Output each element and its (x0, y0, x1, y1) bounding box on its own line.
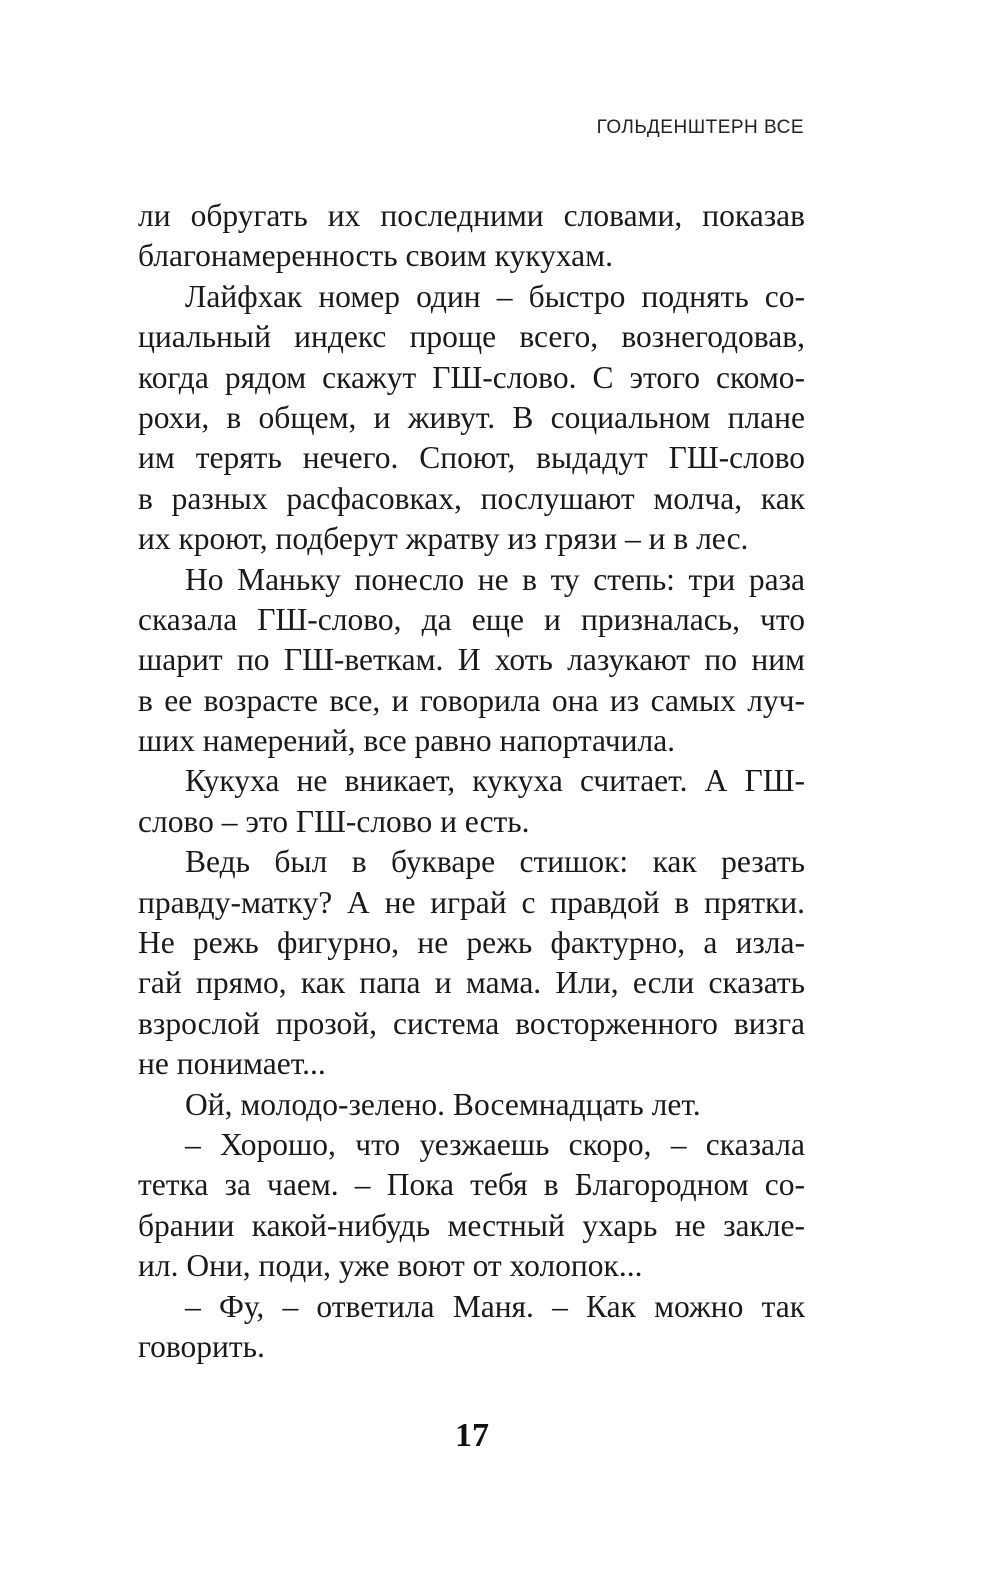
text-line: Ой, молодо-зелено. Восемнадцать лет. (185, 1086, 701, 1122)
text-line: их кроют, подберут жратву из грязи – и в лес. (138, 521, 749, 557)
text-line: гай прямо, как папа и мама. Или, если сказать (138, 965, 805, 1001)
text-line: циальный индекс проще всего, вознегодовав, (138, 319, 805, 355)
text-line: тетка за чаем. – Пока тебя в Благородном со- (138, 1167, 805, 1203)
text-line: Ведь был в букваре стишок: как резать (185, 844, 805, 880)
text-line: – Хорошо, что уезжаешь скоро, – сказала (185, 1126, 805, 1162)
text-line: брании какой-нибудь местный ухарь не закле- (138, 1207, 805, 1243)
text-line: сказала ГШ-слово, да еще и призналась, что (138, 601, 805, 637)
text-line: Но Маньку понесло не в ту степь: три раза (185, 561, 805, 597)
text-line: – Фу, – ответила Маня. – Как можно так (185, 1288, 805, 1324)
text-line: Кукуха не вникает, кукуха считает. А ГШ- (185, 763, 805, 799)
text-line: не понимает... (138, 1046, 326, 1082)
page-number: 17 (455, 1417, 489, 1454)
text-line: говорить. (138, 1328, 265, 1364)
text-line: рохи, в общем, и живут. В социальном плане (138, 399, 805, 435)
running-head: ГОЛЬДЕНШТЕРН ВСЕ (596, 117, 804, 138)
text-line: шарит по ГШ-веткам. И хоть лазукают по ним (138, 642, 805, 678)
text-line: слово – это ГШ-слово и есть. (138, 803, 530, 839)
text-line: когда рядом скажут ГШ-слово. С этого скомо- (138, 359, 805, 395)
text-line: ших намерений, все равно напортачила. (138, 723, 676, 759)
text-line: правду-матку? А не играй с правдой в прятки. (138, 884, 805, 920)
text-line: взрослой прозой, система восторженного визга (138, 1005, 805, 1041)
text-line: Лайфхак номер один – быстро поднять со- (185, 278, 805, 314)
text-body (138, 196, 805, 1367)
text-line: благонамеренность своим кукухам. (138, 238, 613, 274)
text-line: в разных расфасовках, послушают молча, как (138, 480, 805, 516)
text-line: ил. Они, поди, уже воют от холопок... (138, 1248, 643, 1284)
text-line: ли обругать их последними словами, показав (138, 198, 805, 233)
text-line: им терять нечего. Споют, выдадут ГШ-слово (138, 440, 805, 476)
text-line: в ее возрасте все, и говорила она из самых луч- (138, 682, 805, 718)
text-line: Не режь фигурно, не режь фактурно, а изла- (138, 925, 805, 961)
